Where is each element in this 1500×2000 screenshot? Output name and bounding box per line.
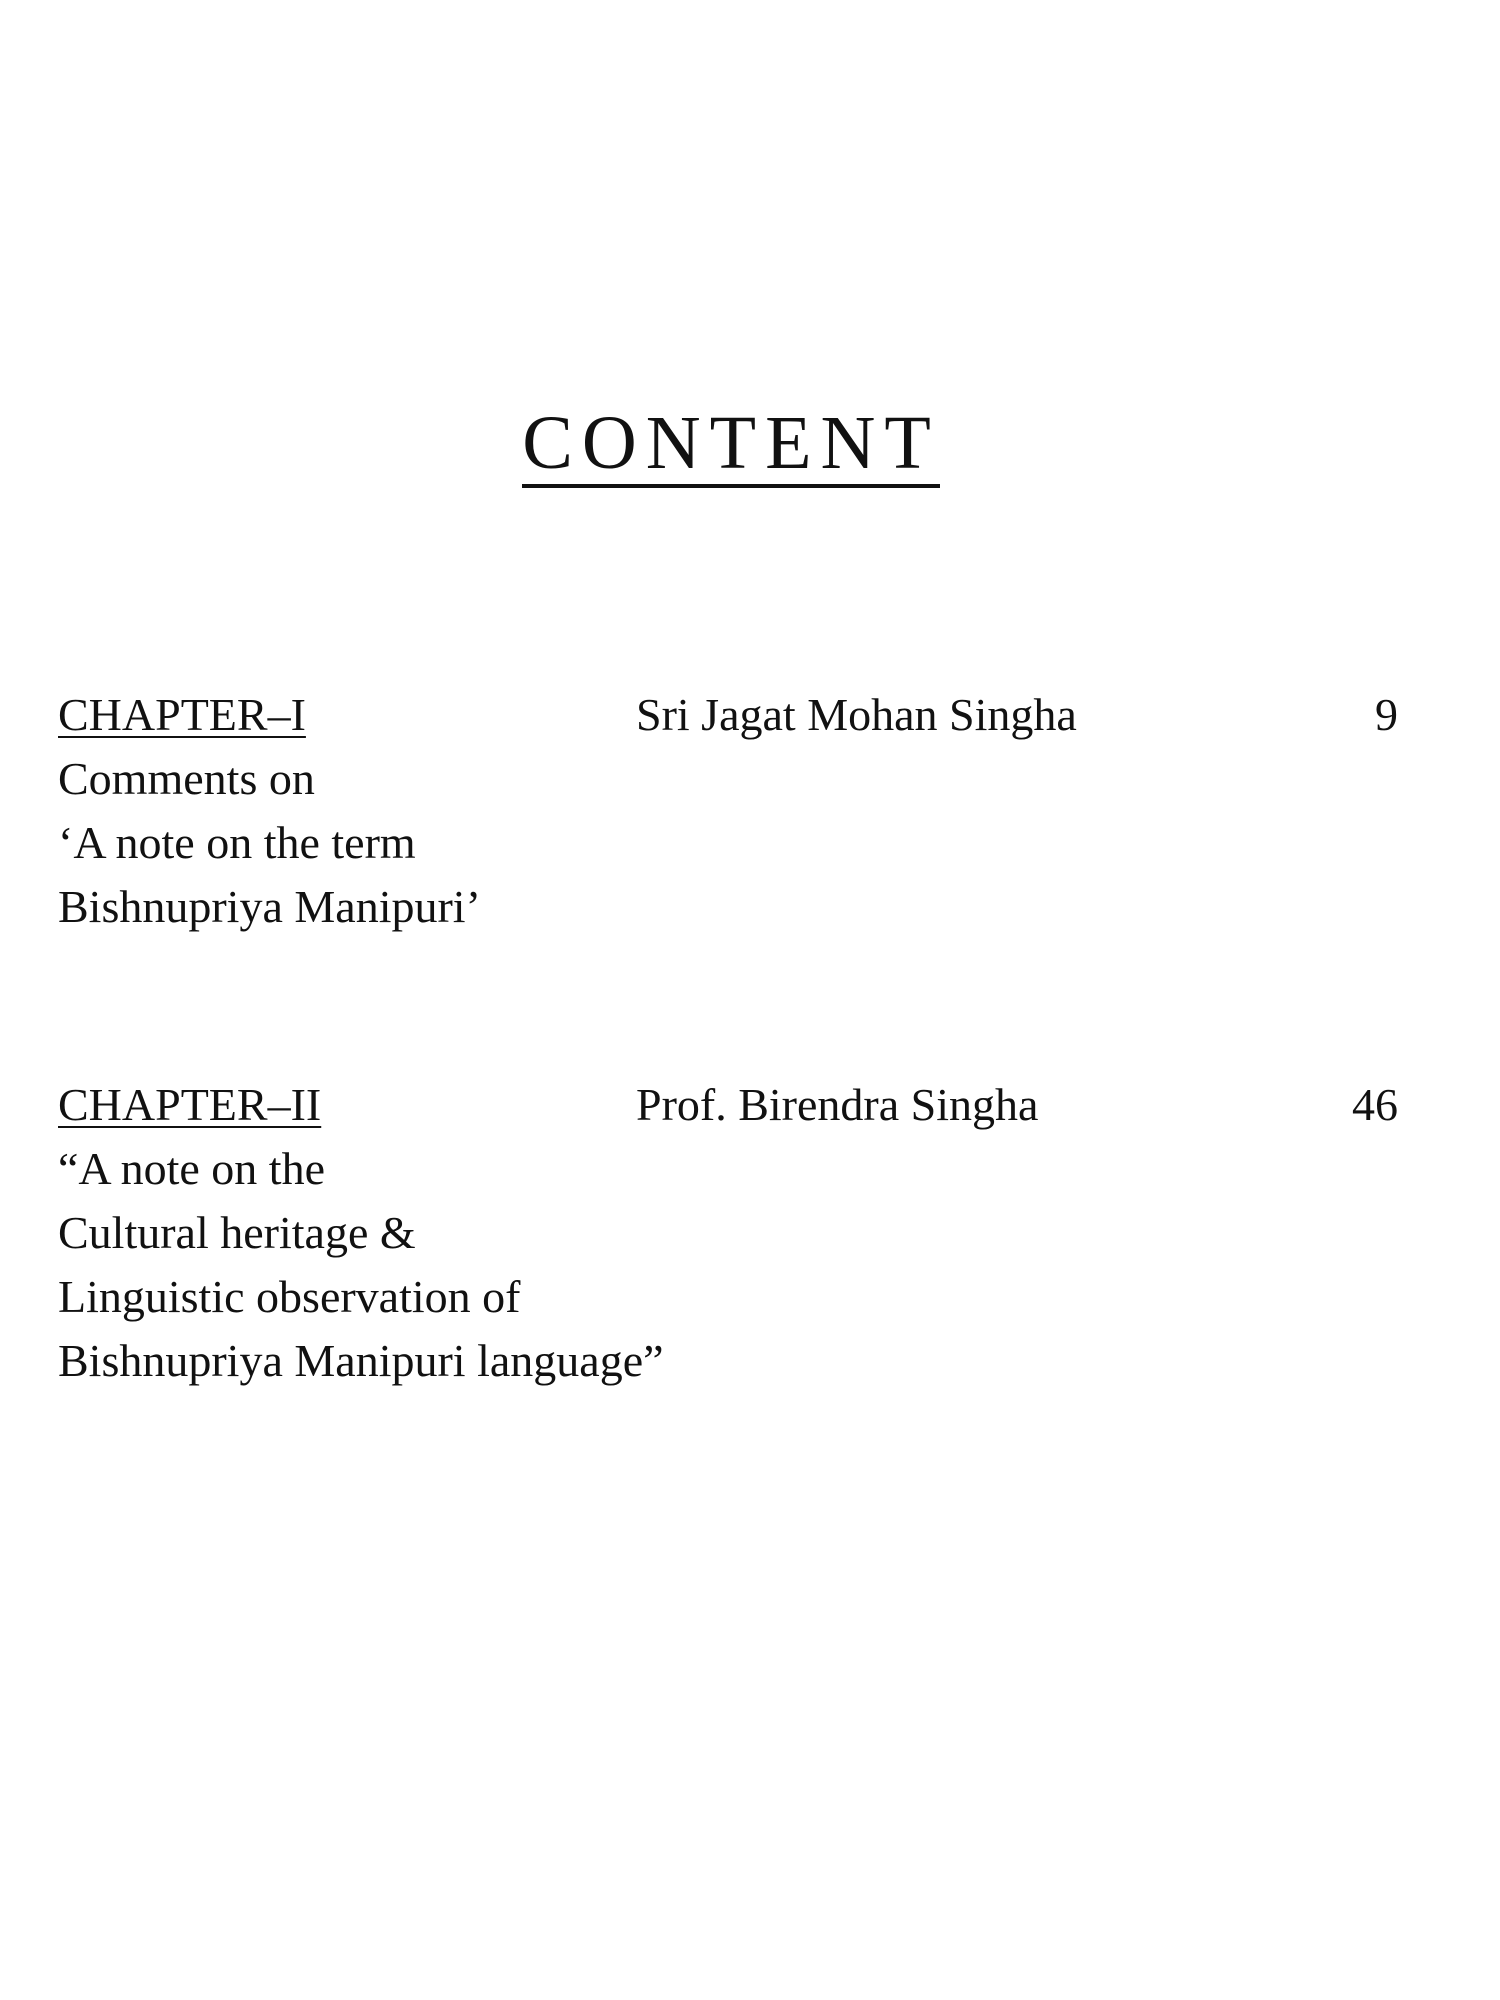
chapter-title-line: “A note on the: [58, 1143, 325, 1194]
page-title-text: CONTENT: [522, 405, 940, 488]
chapter-title-line: Comments on: [58, 753, 315, 804]
chapter-title-line: Linguistic observation of: [58, 1271, 521, 1322]
toc-entry-chapter-1: [58, 683, 1398, 939]
chapter-label: CHAPTER–I: [58, 689, 306, 740]
chapter-title: [58, 1137, 1398, 1393]
chapter-page-number: 46: [1352, 1079, 1398, 1130]
chapter-title-line: Cultural heritage &: [58, 1207, 416, 1258]
chapter-title: [58, 747, 1398, 939]
chapter-title-line: Bishnupriya Manipuri language”: [58, 1335, 664, 1386]
page-title: [0, 401, 1462, 488]
chapter-author: Sri Jagat Mohan Singha: [636, 689, 1077, 740]
chapter-page-number: 9: [1375, 689, 1398, 740]
chapter-label: CHAPTER–II: [58, 1079, 322, 1130]
chapter-title-line: Bishnupriya Manipuri’: [58, 881, 481, 932]
toc-entry-header: [58, 1073, 1398, 1137]
chapter-author: Prof. Birendra Singha: [636, 1079, 1039, 1130]
toc-entry-header: [58, 683, 1398, 747]
chapter-title-line: ‘A note on the term: [58, 817, 416, 868]
toc-entry-chapter-2: [58, 1073, 1398, 1393]
